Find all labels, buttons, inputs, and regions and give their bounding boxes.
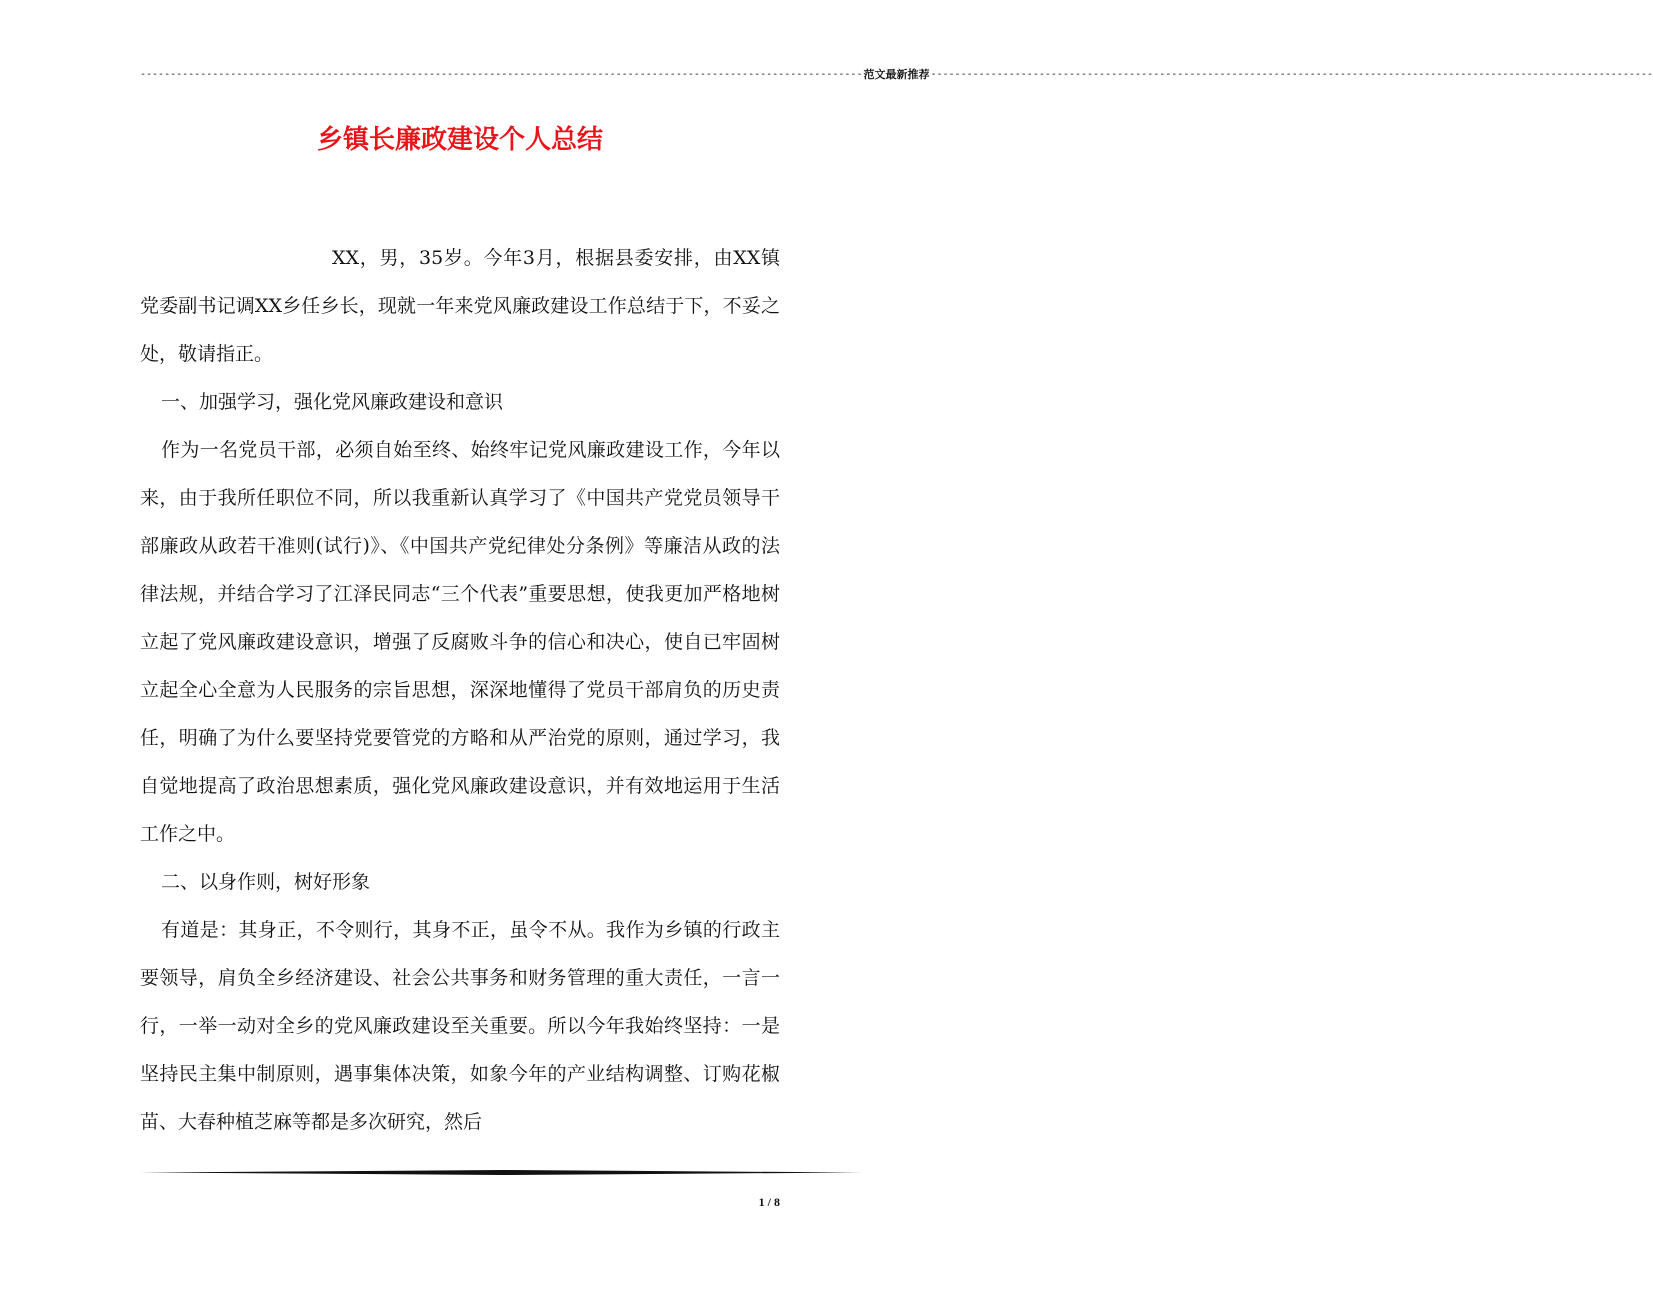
document-body: [140, 234, 780, 1146]
header-label: 范文最新推荐: [863, 68, 930, 81]
header-dashes-left: ------------------------------------------------------------------------------------------------------------------------: [140, 69, 863, 80]
paragraph-section-2: 有道是：其身正，不令则行，其身不正，虽令不从。我作为乡镇的行政主要领导，肩负全乡经济建设、社会公共事务和财务管理的重大责任，一言一行，一举一动对全乡的党风廉政建设至关重要。所以今年我始终坚持：一是坚持民主集中制原则，遇事集体决策，如象今年的产业结构调整、订购花椒苗、大春种植芝麻等都是多次研究，然后: [140, 919, 780, 1133]
header-dashes-right: ------------------------------------------------------------------------------------------------------------------------: [930, 69, 1653, 80]
document-title: 乡镇长廉政建设个人总结: [316, 125, 603, 155]
paragraph-intro: XX，男，35岁。今年3月，根据县委安排，由XX镇党委副书记调XX乡任乡长，现就一年来党风廉政建设工作总结于下，不妥之处，敬请指正。: [140, 247, 780, 365]
page-header: [140, 68, 1653, 82]
section-heading-1: 一、加强学习，强化党风廉政建设和意识: [161, 391, 504, 413]
footer-rule: [140, 1170, 862, 1175]
section-heading-2: 二、以身作则，树好形象: [161, 871, 371, 893]
footer-rule-line: [140, 1170, 862, 1175]
page-number: 1 / 8: [758, 1195, 780, 1209]
paragraph-section-1: 作为一名党员干部，必须自始至终、始终牢记党风廉政建设工作，今年以来，由于我所任职位不同，所以我重新认真学习了《中国共产党党员领导干部廉政从政若干准则(试行)》、《中国共产党纪律处分条例》等廉洁从政的法律法规，并结合学习了江泽民同志“三个代表”重要思想，使我更加严格地树立起了党风廉政建设意识，增强了反腐败斗争的信心和决心，使自已牢固树立起全心全意为人民服务的宗旨思想，深深地懂得了党员干部肩负的历史责任，明确了为什么要坚持党要管党的方略和从严治党的原则，通过学习，我自觉地提高了政治思想素质，强化党风廉政建设意识，并有效地运用于生活工作之中。: [140, 439, 780, 845]
